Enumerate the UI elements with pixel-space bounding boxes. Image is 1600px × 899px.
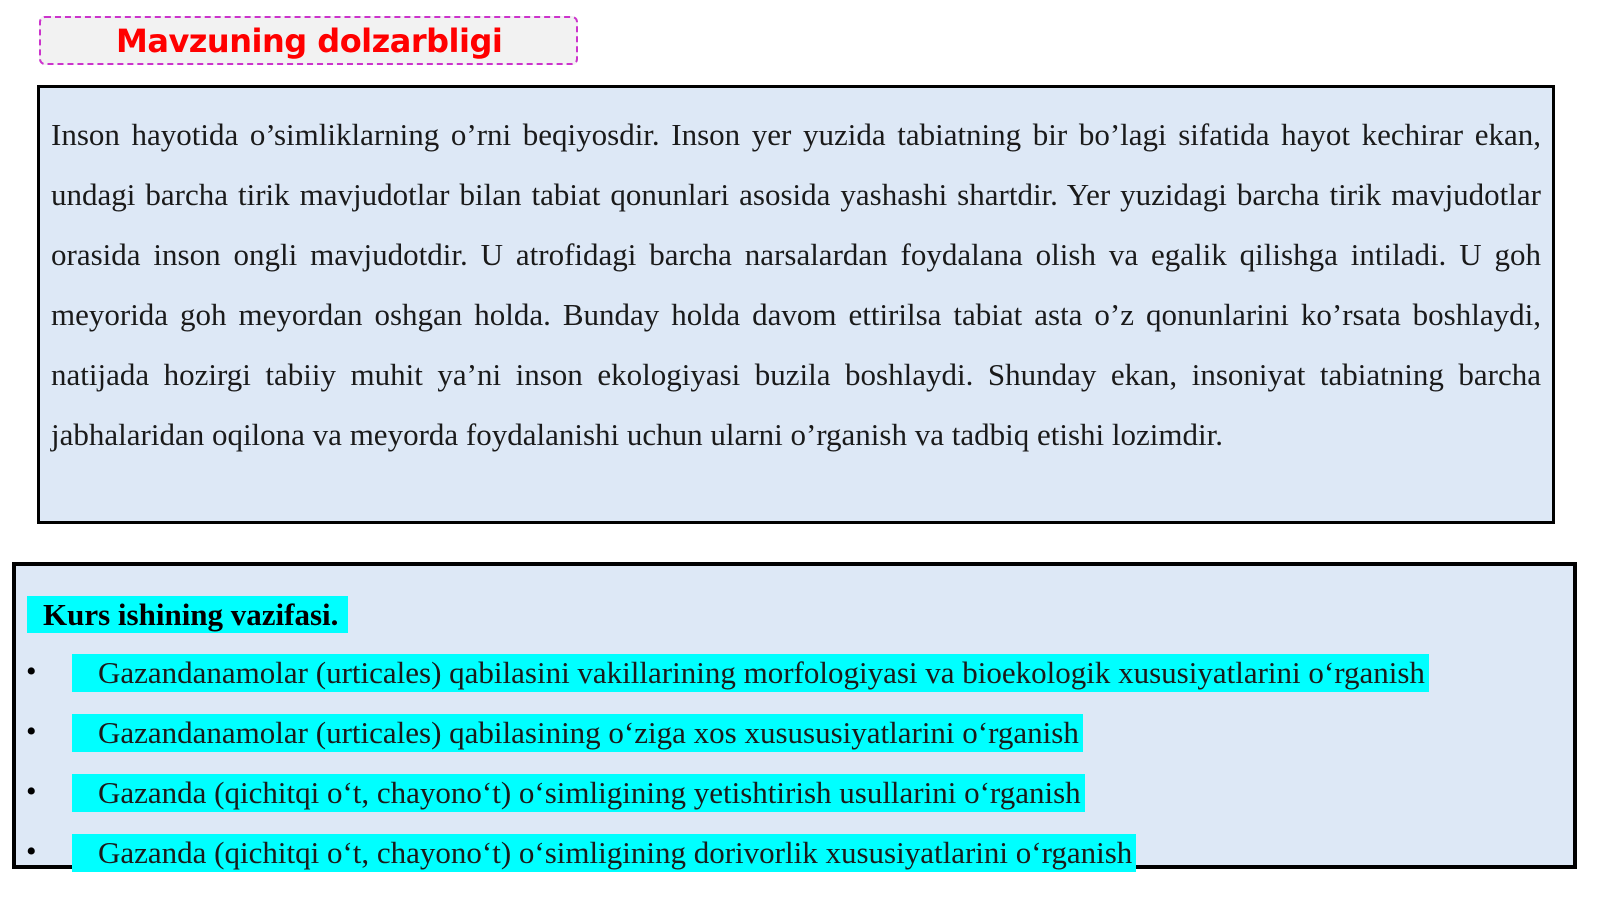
bullet-icon: • bbox=[26, 835, 37, 868]
relevance-panel bbox=[37, 85, 1555, 524]
title-box bbox=[39, 16, 578, 65]
task-text: Gazandanamolar (urticales) qabilasining o‘ziga xos xusususiyatlarini o‘rganish bbox=[72, 714, 1083, 752]
bullet-icon: • bbox=[26, 715, 37, 748]
bullet-icon: • bbox=[26, 655, 37, 688]
relevance-paragraph: Inson hayotida o’simliklarning o’rni beqiyosdir. Inson yer yuzida tabiatning bir bo’lagi sifatida hayot kechirar ekan, undagi barcha tirik mavjudotlar bilan tabiat qonunlari asosida yashashi shartdir. Yer yuzidagi barcha tirik mavjudotlar orasida inson ongli mavjudotdir. U atrofidagi barcha narsalardan foydalana olish va egalik qilishga intiladi. U goh meyorida goh meyordan oshgan holda. Bunday holda davom ettirilsa tabiat asta o’z qonunlarini ko’rsata boshlaydi, natijada hozirgi tabiiy muhit ya’ni inson ekologiyasi buzila boshlaydi. Shunday ekan, insoniyat tabiatning barcha jabhalaridan oqilona va meyorda foydalanishi uchun ularni o’rganish va tadbiq etishi lozimdir. bbox=[51, 117, 1541, 452]
slide-title: Mavzuning dolzarbligi bbox=[116, 22, 503, 60]
task-text: Gazanda (qichitqi o‘t, chayono‘t) o‘simligining yetishtirish usullarini o‘rganish bbox=[72, 774, 1085, 812]
tasks-heading: Kurs ishining vazifasi. bbox=[27, 596, 348, 633]
task-text: Gazanda (qichitqi o‘t, chayono‘t) o‘simligining dorivorlik xususiyatlarini o‘rganish bbox=[72, 834, 1136, 872]
tasks-panel bbox=[12, 562, 1577, 869]
bullet-icon: • bbox=[26, 775, 37, 808]
task-text: Gazandanamolar (urticales) qabilasini vakillarining morfologiyasi va bioekologik xususiyatlarini o‘rganish bbox=[72, 654, 1429, 692]
